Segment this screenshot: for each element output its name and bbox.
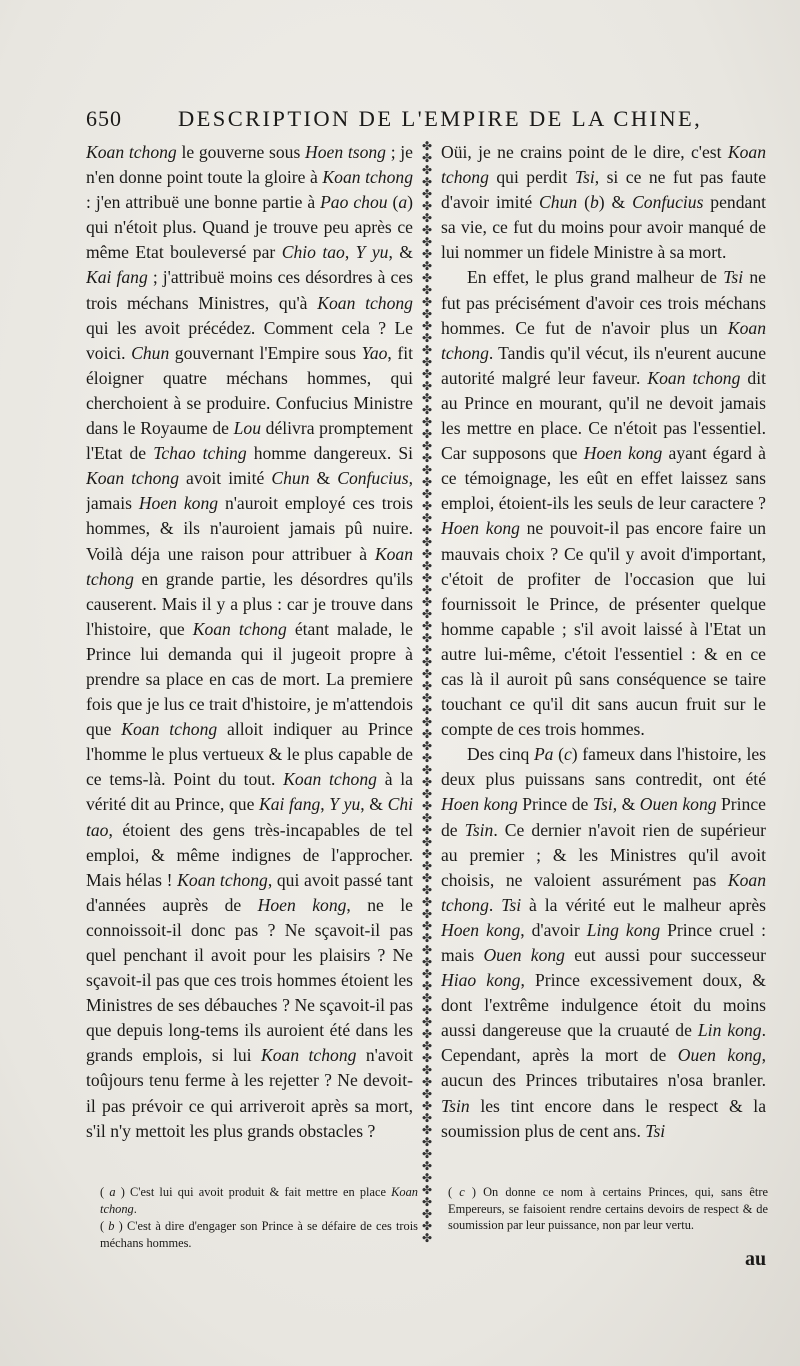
footnotes-right: [448, 1184, 768, 1235]
paragraph: En effet, le plus grand malheur de Tsi ne fut pas précisément d'avoir ces trois méchans hommes. Ce fut de n'avoir plus un Koan tchong. Tandis qu'il vécut, ils n'eurent aucune autorité malgré leur faveur. Koan tchong dit au Prince en mourant, qu'il ne devoit jamais les mettre en place. Ce n'étoit pas l'essentiel. Car supposons que Hoen kong ayant égard à ce témoignage, les eût en effet laissez sans emploi, étoient-ils les seuls de leur caractere ? Hoen kong ne pouvoit-il pas encore faire un mauvais choix ? Ce qu'il y avoit d'important, c'étoit de profiter de l'occasion que lui fournissoit le Prince, de présenter quelque homme capable ; s'il avoit laissé à l'Etat un autre lui-même, c'étoit l'essentiel : & en ce cas là il auroit pû sans conséquence se taire touchant ce qu'il dit sans aucun fruit sur le compte de ces trois hommes.: [441, 267, 766, 740]
paragraph: Des cinq Pa (c) fameux dans l'histoire, les deux plus puissans sans contredit, ont été Hoen kong Prince de Tsi, & Ouen kong Prince de Tsin. Ce dernier n'avoit rien de supérieur au premier ; & les Ministres qu'il avoit choisis, ne valoient assurément pas Koan tchong. Tsi à la vérité eut le malheur après Hoen kong, d'avoir Ling kong Prince cruel : mais Ouen kong eut aussi pour successeur Hiao kong, Prince excessivement doux, & dont l'extrême indulgence étoit du moins aussi dangereuse que la cruauté de Lin kong. Cependant, après la mort de Ouen kong, aucun des Princes tributaires n'osa branler. Tsin les tint encore dans le respect & la soumission plus de cent ans. Tsi: [441, 744, 766, 1141]
paragraph: Koan tchong le gouverne sous Hoen tsong ; je n'en donne point toute la gloire à Koan tchong : j'en attribuë une bonne partie à Pao chou (a) qui n'étoit plus. Quand je trouve peu après ce même Etat bouleversé par Chio tao, Y yu, & Kai fang ; j'attribuë moins ces désordres à ces trois méchans Ministres, qu'à Koan tchong qui les avoit précédez. Comment cela ? Le voici. Chun gouvernant l'Empire sous Yao, fit éloigner quatre méchans hommes, qui cherchoient à se produire. Confucius Ministre dans le Royaume de Lou délivra promptement l'Etat de Tchao tching homme dangereux. Si Koan tchong avoit imité Chun & Confucius, jamais Hoen kong n'auroit employé ces trois hommes, & ils n'auroient jamais pû nuire. Voilà déja une raison pour attribuer à Koan tchong en grande partie, les désordres qu'ils causerent. Mais il y a plus : car je trouve dans l'histoire, que Koan tchong étant malade, le Prince lui demanda qui il jugeoit propre à prendre sa place en cas de mort. La premiere fois que je lus ce trait d'histoire, je m'attendois que Koan tchong alloit indiquer au Prince l'homme le plus vertueux & le plus capable de ce tems-là. Point du tout. Koan tchong à la vérité dit au Prince, que Kai fang, Y yu, & Chi tao, étoient des gens très-incapables de tel emploi, & même indignes de l'approcher. Mais hélas ! Koan tchong, qui avoit passé tant d'années auprès de Hoen kong, ne le connoissoit-il donc pas ? Ne sçavoit-il pas quel penchant il avoit pour les plaisirs ? Ne sçavoit-il pas que ces trois hommes étoient les Ministres de ses débauches ? Ne sçavoit-il pas que depuis long-tems ils auroient été dans les grands emplois, si lui Koan tchong n'avoit toûjours tenu ferme à les rejetter ? Ne devoit-il pas prévoir ce qui arriveroit après sa mort, s'il n'y mettoit les plus grands obstacles ?: [86, 142, 413, 1141]
paragraph: Oüi, je ne crains point de le dire, c'est Koan tchong qui perdit Tsi, si ce ne fut pas faute d'avoir imité Chun (b) & Confucius pendant sa vie, ce fut du moins pour avoir manqué de lui nommer un fidele Ministre à sa mort.: [441, 142, 766, 263]
right-text-column: [441, 140, 766, 1165]
page-number: 650: [86, 106, 122, 131]
catchword: au: [745, 1248, 767, 1270]
footnotes-left: [100, 1184, 418, 1252]
footnote: ( a ) C'est lui qui avoit produit & fait mettre en place Koan tchong.: [100, 1185, 418, 1216]
left-text-column: [86, 140, 413, 1165]
running-title: DESCRIPTION DE L'EMPIRE DE LA CHINE,: [178, 106, 703, 131]
page-header: [86, 106, 706, 132]
footnote: ( c ) On donne ce nom à certains Princes, qui, sans être Empereurs, se faisoient rendre certains devoirs de respect & de soumission par leur puissance, non par leur vertu.: [448, 1185, 768, 1233]
column-divider-ornament: ✤✤✤✤✤✤✤✤✤✤✤✤✤✤✤✤✤✤✤✤✤✤✤✤✤✤✤✤✤✤✤✤✤✤✤✤✤✤✤✤✤✤✤✤✤✤✤✤✤✤✤✤✤✤✤✤✤✤✤✤✤✤✤✤✤✤✤✤✤✤✤✤✤✤✤✤✤✤✤✤✤✤✤✤✤✤✤✤✤✤✤✤: [421, 140, 433, 1245]
footnote: ( b ) C'est à dire d'engager son Prince à se défaire de ces trois méchans hommes.: [100, 1219, 418, 1250]
